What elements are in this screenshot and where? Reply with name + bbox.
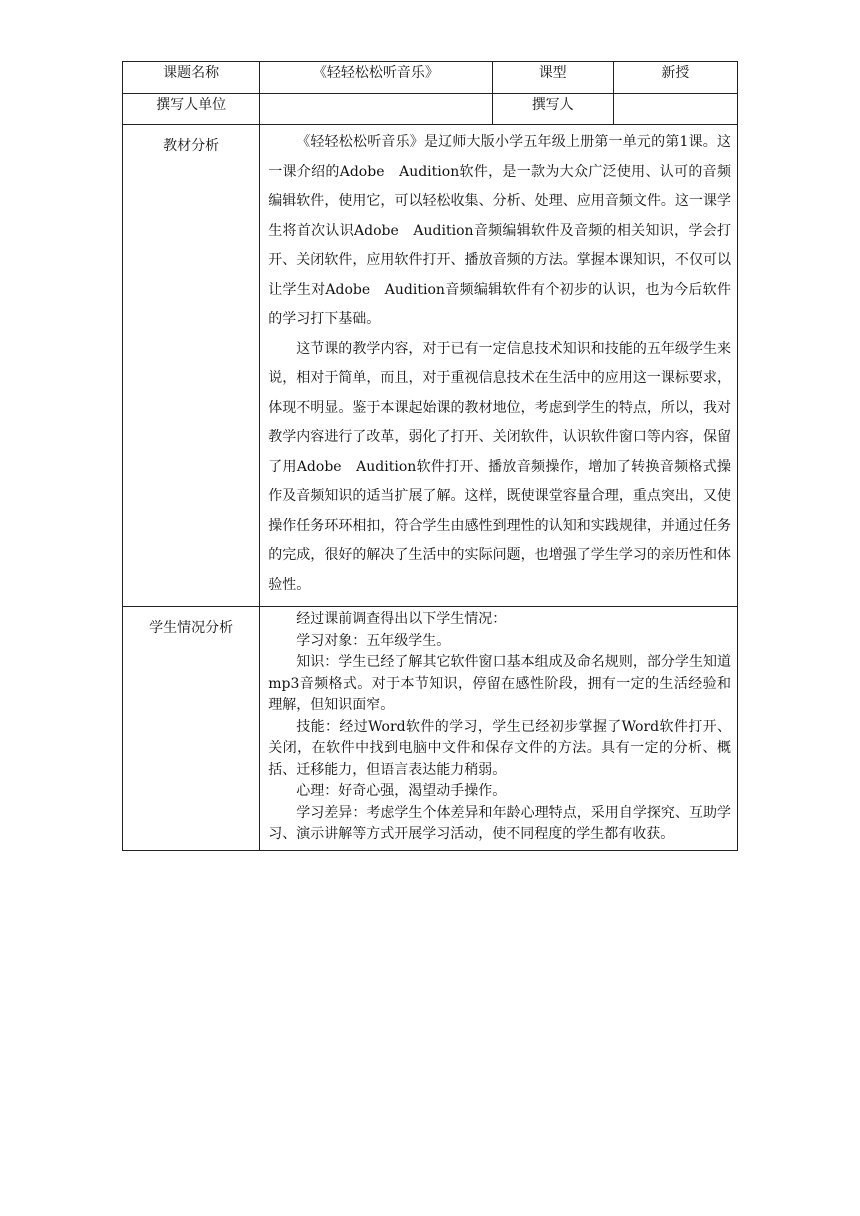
row-author [123,94,738,125]
lesson-plan-table [122,61,738,851]
label-author-unit: 撰写人单位 [123,94,260,125]
label-course-name: 课题名称 [123,62,260,94]
student-paragraph: 心理：好奇心强，渴望动手操作。 [296,783,507,799]
row-textbook-analysis [123,125,738,607]
student-paragraph: 技能：经过Word软件的学习，学生已经初步掌握了Word软件打开、关闭，在软件中找到电脑中文件和保存文件的方法。具有一定的分析、概括、迁移能力，但语言表达能力稍弱。 [268,718,731,778]
student-paragraph: 学习差异：考虑学生个体差异和年龄心理特点，采用自学探究、互助学习、演示讲解等方式开展学习活动，使不同程度的学生都有收获。 [268,804,731,842]
author-unit-value [260,94,492,125]
analysis-paragraph: 这节课的教学内容，对于已有一定信息技术知识和技能的五年级学生来说，相对于简单，而且，对于重视信息技术在生活中的应用这一课标要求，体现不明显。鉴于本课起始课的教材地位，考虑到学生的特点，所以，我对教学内容进行了改革，弱化了打开、关闭软件，认识软件窗口等内容，保留了用Adobe Audition软件打开、播放音频操作，增加了转换音频格式操作及音频知识的适当扩展了解。这样，既使课堂容量合理，重点突出，又使操作任务环环相扣，符合学生由感性到理性的认知和实践规律，并通过任务的完成，很好的解决了生活中的实际问题，也增强了学生学习的亲历性和体验性。 [268,340,731,593]
student-paragraph: 知识：学生已经了解其它软件窗口基本组成及命名规则，部分学生知道mp3音频格式。对于本节知识，停留在感性阶段，拥有一定的生活经验和理解，但知识面窄。 [268,654,731,713]
student-paragraph: 学习对象：五年级学生。 [296,632,451,649]
label-student-analysis: 学生情况分析 [123,607,260,851]
row-student-analysis [123,607,738,851]
textbook-analysis-content [260,125,738,607]
label-textbook-analysis: 教材分析 [123,125,260,607]
author-value [613,94,737,125]
label-course-type: 课型 [492,62,613,94]
label-author: 撰写人 [492,94,613,125]
row-course [123,62,738,94]
course-type-value: 新授 [613,62,737,94]
course-name-value: 《轻轻松松听音乐》 [260,62,492,94]
analysis-paragraph: 《轻轻松松听音乐》是辽师大版小学五年级上册第一单元的第1课。这一课介绍的Adobe Audition软件，是一款为大众广泛使用、认可的音频编辑软件，使用它，可以轻松收集、分析、处理、应用音频文件。这一课学生将首次认识Adobe Audition音频编辑软件及音频的相关知识，学会打开、关闭软件，应用软件打开、播放音频的方法。掌握本课知识，不仅可以让学生对Adobe Audition音频编辑软件有个初步的认识，也为今后软件的学习打下基础。 [268,134,731,327]
student-paragraph: 经过课前调查得出以下学生情况： [296,611,507,627]
student-analysis-content [260,607,738,851]
